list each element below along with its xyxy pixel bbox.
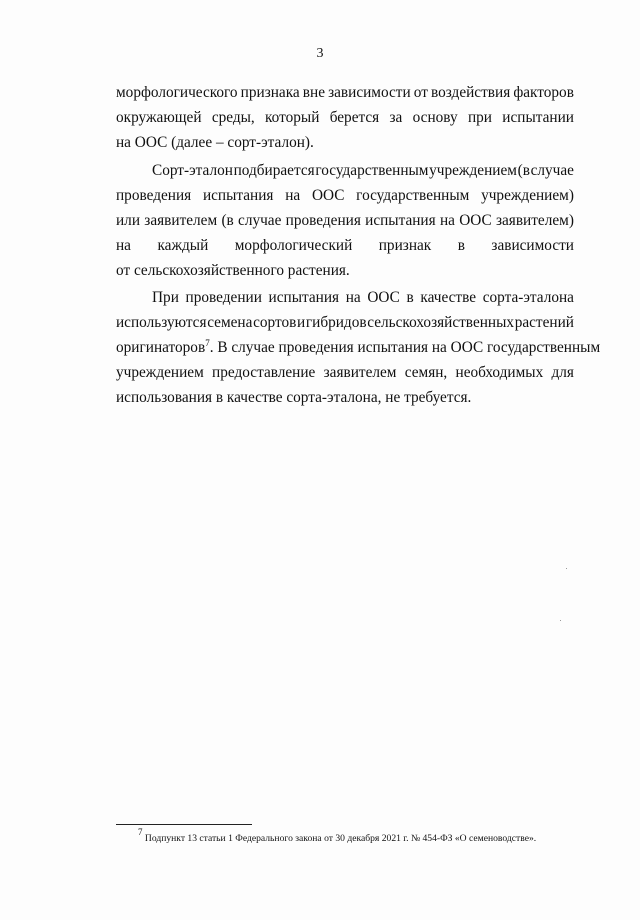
word: ООС (367, 289, 400, 306)
word: заявителем (144, 212, 218, 229)
word: (в (221, 212, 234, 229)
text-line (116, 105, 574, 130)
word: в (406, 289, 414, 306)
text-line (116, 360, 574, 385)
word: сельскохозяйственных (367, 314, 515, 331)
word: учреждением (429, 162, 517, 179)
word: необходимых (455, 364, 544, 381)
word: берется (329, 109, 380, 126)
word: качестве (420, 289, 477, 306)
word: сорта-эталона (482, 289, 574, 306)
word: среды, (211, 109, 255, 126)
word: который (265, 109, 320, 126)
word: семян, (404, 364, 448, 381)
word: При (152, 289, 179, 306)
word: (в (517, 162, 530, 179)
word: на (116, 237, 131, 254)
text-line (116, 285, 574, 310)
word: испытания (365, 212, 436, 229)
text-line (116, 208, 574, 233)
word: факторов (513, 84, 574, 101)
word: подбирается (233, 162, 315, 179)
footnote-separator (116, 824, 252, 825)
scan-speck (560, 620, 561, 621)
text-line (116, 130, 574, 155)
text-line (116, 258, 574, 283)
word: испытания (202, 187, 274, 204)
word: ООС (459, 212, 492, 229)
word: испытания (268, 289, 340, 306)
word: на (345, 289, 361, 306)
word: проведения (116, 187, 192, 204)
text-line (116, 233, 574, 258)
word: семена (207, 314, 253, 331)
word: зависимости (328, 84, 411, 101)
word: в (457, 237, 465, 254)
text-line (116, 158, 574, 183)
paragraph-2 (116, 158, 574, 283)
word: заявителем) (495, 212, 574, 229)
word: признак (378, 237, 432, 254)
line-text (116, 335, 600, 360)
word: на (285, 187, 301, 204)
word: морфологического (116, 84, 238, 101)
line-text: на ООС (далее – сорт-эталон). (116, 134, 314, 151)
word: заявителем (323, 364, 397, 381)
page-number: 3 (316, 46, 324, 61)
word: Сорт-эталон (152, 162, 233, 179)
footnote-reference[interactable]: 7 (205, 338, 210, 348)
word: от (413, 84, 428, 101)
word: или (116, 212, 141, 229)
word: для (551, 364, 574, 381)
footnote (138, 827, 578, 844)
word: зависимости (491, 237, 574, 254)
word: за (389, 109, 403, 126)
word: учреждением (116, 364, 204, 381)
word: признака (240, 84, 300, 101)
text-line (116, 80, 574, 105)
scan-speck (566, 568, 567, 569)
footnote-text: Подпункт 13 статьи 1 Федерального закона от 30 декабря 2021 г. № 454-ФЗ «О семеноводстве». (142, 833, 537, 844)
word: случае (530, 162, 574, 179)
word: государственным (356, 187, 470, 204)
word: основу (412, 109, 458, 126)
word: при (467, 109, 492, 126)
line-text: использования в качестве сорта-эталона, не требуется. (116, 389, 472, 406)
text-line (116, 183, 574, 208)
word: сортов (253, 314, 297, 331)
word: окружающей (116, 109, 202, 126)
word: воздействия (431, 84, 511, 101)
text-line (116, 335, 601, 360)
word: учреждением) (481, 187, 574, 204)
word: ООС (311, 187, 345, 204)
paragraph-3 (116, 285, 601, 410)
word: гибридов (305, 314, 367, 331)
word: испытании (502, 109, 574, 126)
word: каждый (157, 237, 209, 254)
footnote-mark: 7 (138, 827, 143, 837)
word: на (439, 212, 455, 229)
word: растений (514, 314, 574, 331)
text-line (116, 385, 574, 410)
word: проведении (185, 289, 262, 306)
word: проведения (285, 212, 361, 229)
word: используются (116, 314, 207, 331)
word: и (297, 314, 306, 331)
word: предоставление (212, 364, 316, 381)
text-line (116, 310, 574, 335)
line-text: от сельскохозяйственного растения. (116, 262, 350, 279)
word: вне (302, 84, 325, 101)
word: государственным (315, 162, 429, 179)
word: случае (238, 212, 282, 229)
line-text: . В случае проведения испытания на ООС государственным (209, 339, 601, 356)
paragraph-1 (116, 80, 574, 155)
word: оригинаторов (116, 339, 206, 356)
word: морфологический (234, 237, 353, 254)
